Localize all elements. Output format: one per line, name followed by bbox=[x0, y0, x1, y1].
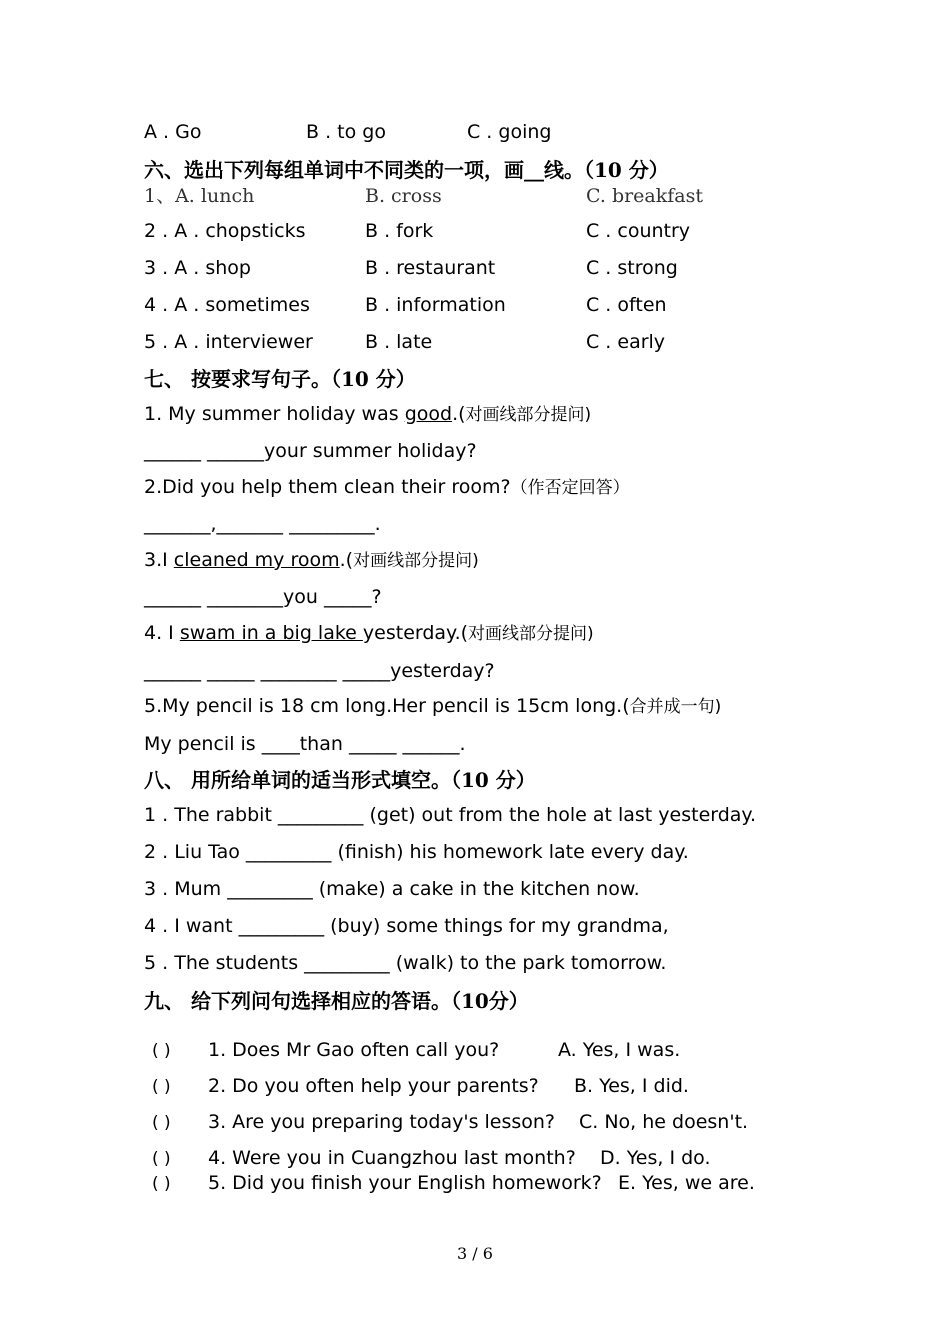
s8-item4: 4 . I want _________ (buy) some things for my grandma, bbox=[144, 915, 669, 937]
s7-a3: ______ ________you _____? bbox=[144, 586, 382, 608]
option-b: B . to go bbox=[306, 121, 386, 143]
s6-row3-b: B . restaurant bbox=[365, 257, 496, 279]
s9-a2: B. Yes, I did. bbox=[574, 1075, 689, 1097]
s7-a5: My pencil is ____than _____ ______. bbox=[144, 733, 466, 755]
option-a: A . Go bbox=[144, 121, 202, 143]
s7-q3-underlined: cleaned my room bbox=[173, 549, 340, 571]
s7-q1-note: 对画线部分提问) bbox=[465, 405, 592, 425]
section9-title: 九、 给下列问句选择相应的答语。（10分） bbox=[144, 989, 529, 1013]
answer-paren: ( ) bbox=[152, 1113, 171, 1133]
s6-row5-a: 5 . A . interviewer bbox=[144, 331, 313, 353]
s6-row3-a: 3 . A . shop bbox=[144, 257, 251, 279]
s7-q2-note: （作否定回答） bbox=[510, 478, 630, 498]
s7-q4-text: 4. I bbox=[144, 622, 180, 644]
section6-title-blank: __ bbox=[524, 158, 544, 182]
section8-title: 八、 用所给单词的适当形式填空。（10 分） bbox=[144, 768, 536, 792]
section6-title bbox=[144, 157, 669, 183]
s6-row2-b: B . fork bbox=[365, 220, 434, 242]
section6-title-part1: 六、选出下列每组单词中不同类的一项，画 bbox=[144, 158, 524, 182]
s7-q4-underlined: swam in a big lake bbox=[179, 622, 363, 644]
s7-q3-text: 3.I bbox=[144, 549, 174, 571]
s7-q3-post: .( bbox=[339, 549, 354, 571]
s6-row4-c: C . often bbox=[586, 294, 667, 316]
s6-row4-a: 4 . A . sometimes bbox=[144, 294, 310, 316]
s9-item5 bbox=[152, 1171, 602, 1196]
s6-row5-c: C . early bbox=[586, 331, 666, 353]
s7-q4-post: yesterday.( bbox=[362, 622, 469, 644]
s6-row1-c: C. breakfast bbox=[586, 185, 704, 207]
s8-item1: 1 . The rabbit _________ (get) out from the hole at last yesterday. bbox=[144, 804, 757, 826]
s9-item3 bbox=[152, 1110, 555, 1135]
option-c: C . going bbox=[467, 121, 552, 143]
s8-item3: 3 . Mum _________ (make) a cake in the kitchen now. bbox=[144, 878, 640, 900]
s7-a1: ______ ______your summer holiday? bbox=[144, 440, 477, 462]
s7-q5-note: 合并成一句) bbox=[629, 697, 722, 717]
s6-row4-b: B . information bbox=[365, 294, 506, 316]
s6-row2-c: C . country bbox=[586, 220, 691, 242]
section6-title-part2: 线。（10 分） bbox=[544, 158, 669, 182]
s9-a5: E. Yes, we are. bbox=[618, 1172, 755, 1194]
s7-q5 bbox=[144, 694, 721, 719]
s7-q1-underlined: good bbox=[404, 403, 453, 425]
answer-paren: ( ) bbox=[152, 1041, 171, 1061]
s7-q5-text: 5.My pencil is 18 cm long.Her pencil is 15cm long.( bbox=[144, 695, 630, 717]
s6-row3-c: C . strong bbox=[586, 257, 678, 279]
s7-q1 bbox=[144, 402, 591, 427]
s8-item5: 5 . The students _________ (walk) to the park tomorrow. bbox=[144, 952, 667, 974]
s9-item4 bbox=[152, 1146, 576, 1171]
s7-q1-text: 1. My summer holiday was bbox=[144, 403, 405, 425]
s9-q5: 5. Did you finish your English homework? bbox=[208, 1172, 602, 1194]
s9-q4: 4. Were you in Cuangzhou last month? bbox=[208, 1147, 576, 1169]
page-number: 3 / 6 bbox=[457, 1244, 493, 1263]
s7-q2 bbox=[144, 475, 630, 500]
section7-title: 七、 按要求写句子。（10 分） bbox=[144, 367, 416, 391]
s9-q2: 2. Do you often help your parents? bbox=[208, 1075, 539, 1097]
s7-q1-post: .( bbox=[452, 403, 466, 425]
s9-a4: D. Yes, I do. bbox=[600, 1147, 711, 1169]
s9-q3: 3. Are you preparing today's lesson? bbox=[208, 1111, 556, 1133]
answer-paren: ( ) bbox=[152, 1174, 171, 1194]
s7-q4 bbox=[144, 621, 594, 646]
s7-a2: _______,_______ _________. bbox=[144, 513, 381, 535]
prev-options-row bbox=[144, 120, 201, 144]
s9-q1: 1. Does Mr Gao often call you? bbox=[208, 1039, 500, 1061]
s7-q3-note: 对画线部分提问) bbox=[353, 551, 479, 571]
s7-q2-text: 2.Did you help them clean their room? bbox=[144, 476, 511, 498]
s9-item2 bbox=[152, 1074, 539, 1099]
s7-a4: ______ _____ ________ _____yesterday? bbox=[144, 660, 495, 682]
s6-row2-a: 2 . A . chopsticks bbox=[144, 220, 306, 242]
answer-paren: ( ) bbox=[152, 1149, 171, 1169]
s6-row5-b: B . late bbox=[365, 331, 433, 353]
s7-q3 bbox=[144, 548, 479, 573]
s6-row1-b: B. cross bbox=[365, 185, 442, 207]
s6-row1-a: 1、A. lunch bbox=[144, 185, 255, 207]
s8-item2: 2 . Liu Tao _________ (finish) his homework late every day. bbox=[144, 841, 689, 863]
s9-item1 bbox=[152, 1038, 499, 1063]
s9-a3: C. No, he doesn't. bbox=[579, 1111, 749, 1133]
answer-paren: ( ) bbox=[152, 1077, 171, 1097]
s9-a1: A. Yes, I was. bbox=[558, 1039, 681, 1061]
s7-q4-note: 对画线部分提问) bbox=[468, 624, 594, 644]
